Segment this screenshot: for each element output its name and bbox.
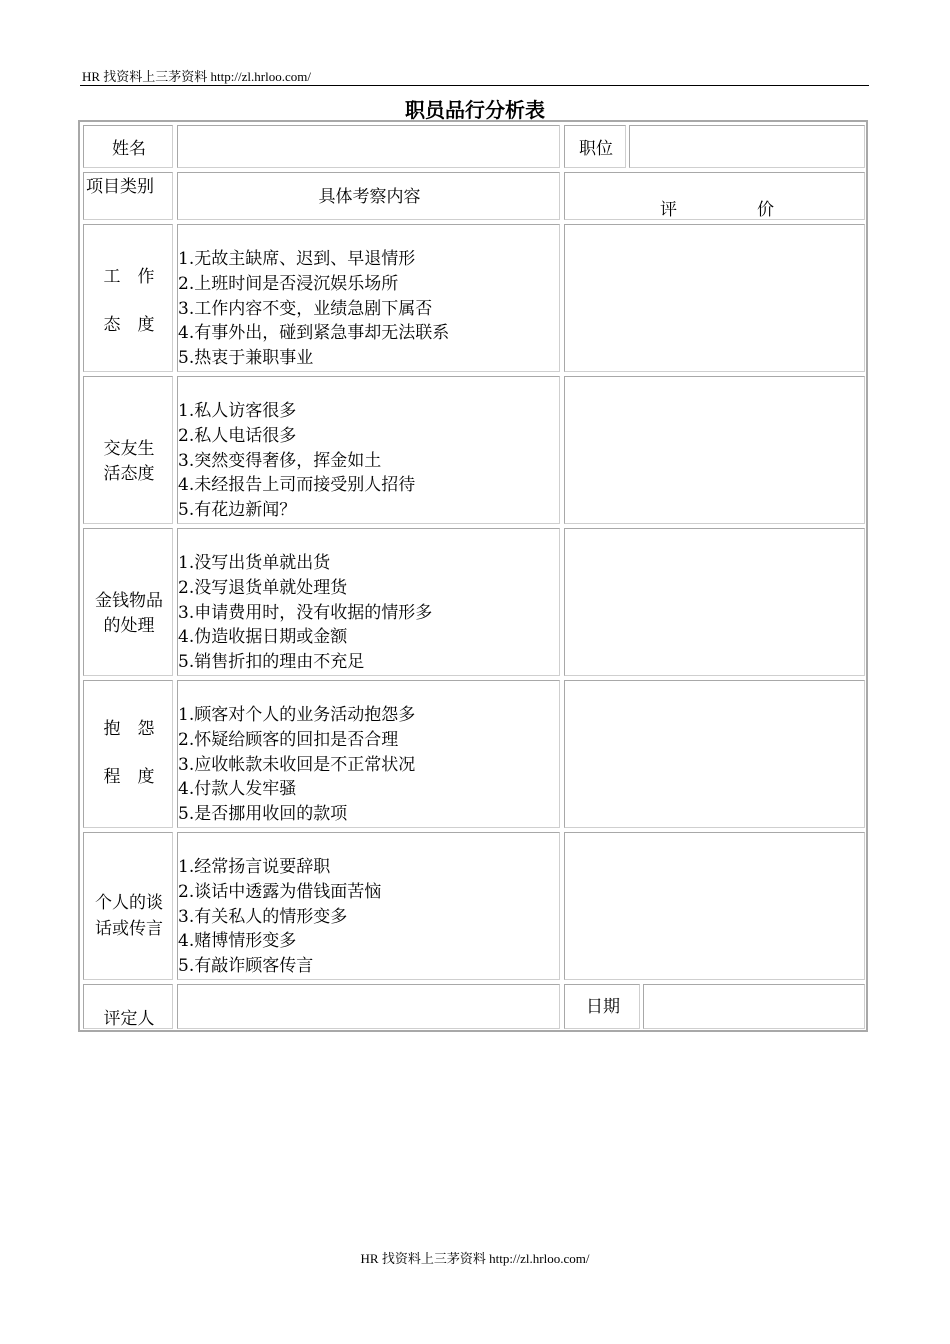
name-label: 姓名: [112, 139, 146, 159]
date-label-cell: [564, 984, 640, 1029]
criteria-item: 5.是否挪用收回的款项: [178, 804, 348, 825]
section-label-line1: 个人的谈: [95, 893, 163, 913]
section-label-cell: [83, 376, 173, 524]
criteria-item: 3.工作内容不变，业绩急剧下属否: [178, 298, 433, 319]
section-label-line1: 金钱物品: [95, 591, 163, 611]
criteria-item: 5.有敲诈顾客传言: [178, 956, 314, 977]
criteria-item: 5.热衷于兼职事业: [178, 348, 314, 369]
rater-label: 评定人: [103, 1009, 155, 1029]
section-label-line1: 抱 怨: [103, 719, 155, 739]
section-evaluation-cell[interactable]: [564, 680, 865, 828]
section-label-cell: [83, 528, 173, 676]
section-content-cell: [177, 224, 560, 372]
section-content-cell: [177, 680, 560, 828]
criteria-item: 4.付款人发牢骚: [178, 779, 297, 800]
criteria-item: 3.有关私人的情形变多: [178, 906, 348, 927]
date-label: 日期: [586, 997, 620, 1017]
criteria-item: 2.上班时间是否浸沉娱乐场所: [178, 273, 399, 294]
section-label-cell: [83, 832, 173, 980]
criteria-item: 1.私人访客很多: [178, 401, 297, 421]
criteria-item: 5.销售折扣的理由不充足: [178, 652, 365, 673]
analysis-table: [78, 120, 868, 1032]
section-evaluation-cell[interactable]: [564, 224, 865, 372]
criteria-list: [178, 247, 449, 371]
position-label: 职位: [579, 139, 613, 159]
evaluation-header-char-a: 评: [660, 200, 677, 220]
criteria-item: 3.应收帐款未收回是不正常状况: [178, 754, 416, 775]
criteria-list: [178, 551, 432, 675]
criteria-item: 3.突然变得奢侈，挥金如土: [178, 450, 382, 471]
rater-label-cell: [83, 984, 173, 1029]
page-title: 职员品行分析表: [405, 98, 545, 122]
section-label-cell: [83, 224, 173, 372]
criteria-item: 4.未经报告上司而接受别人招待: [178, 475, 416, 496]
section-evaluation-cell[interactable]: [564, 528, 865, 676]
section-label-line1: 工 作: [103, 267, 155, 287]
criteria-list: [178, 399, 415, 523]
position-value-cell[interactable]: [629, 125, 865, 168]
section-label-cell: [83, 680, 173, 828]
criteria-item: 4.伪造收据日期或金额: [178, 627, 348, 648]
criteria-item: 2.谈话中透露为借钱面苦恼: [178, 881, 382, 902]
name-label-cell: [83, 125, 173, 168]
criteria-item: 4.赌博情形变多: [178, 931, 297, 952]
date-value-cell[interactable]: [643, 984, 865, 1029]
section-evaluation-cell[interactable]: [564, 832, 865, 980]
section-label-line2: 程 度: [103, 767, 155, 787]
criteria-item: 2.私人电话很多: [178, 425, 297, 446]
page-footer: HR 找资料上三茅资料 http://zl.hrloo.com/: [360, 1251, 590, 1266]
criteria-item: 1.无故主缺席、迟到、早退情形: [178, 249, 416, 269]
section-label-line2: 的处理: [103, 616, 155, 636]
criteria-item: 1.没写出货单就出货: [178, 553, 331, 573]
section-content-cell: [177, 528, 560, 676]
criteria-item: 1.顾客对个人的业务活动抱怨多: [178, 705, 416, 725]
content-header-cell: [177, 172, 560, 220]
category-header-cell: [83, 172, 173, 220]
evaluation-header-cell: [564, 172, 865, 220]
section-content-cell: [177, 832, 560, 980]
rater-value-cell[interactable]: [177, 984, 560, 1029]
section-label-line2: 态 度: [103, 315, 155, 335]
category-header: 项目类别: [86, 177, 154, 197]
section-evaluation-cell[interactable]: [564, 376, 865, 524]
name-value-cell[interactable]: [177, 125, 560, 168]
criteria-item: 1.经常扬言说要辞职: [178, 857, 331, 877]
section-label-line1: 交友生: [103, 439, 155, 459]
section-content-cell: [177, 376, 560, 524]
criteria-list: [178, 703, 415, 827]
evaluation-header-char-b: 价: [757, 200, 774, 220]
criteria-item: 2.没写退货单就处理货: [178, 577, 348, 598]
section-label-line2: 话或传言: [95, 919, 163, 939]
position-label-cell: [564, 125, 626, 168]
page-header: HR 找资料上三茅资料 http://zl.hrloo.com/: [82, 69, 311, 84]
criteria-list: [178, 855, 381, 979]
content-header: 具体考察内容: [318, 187, 421, 207]
criteria-item: 3.申请费用时，没有收据的情形多: [178, 602, 433, 623]
criteria-item: 4.有事外出，碰到紧急事却无法联系: [178, 323, 450, 344]
criteria-item: 5.有花边新闻？: [178, 500, 297, 521]
header-divider: [80, 85, 869, 86]
section-label-line2: 活态度: [103, 464, 155, 484]
criteria-item: 2.怀疑给顾客的回扣是否合理: [178, 729, 399, 750]
